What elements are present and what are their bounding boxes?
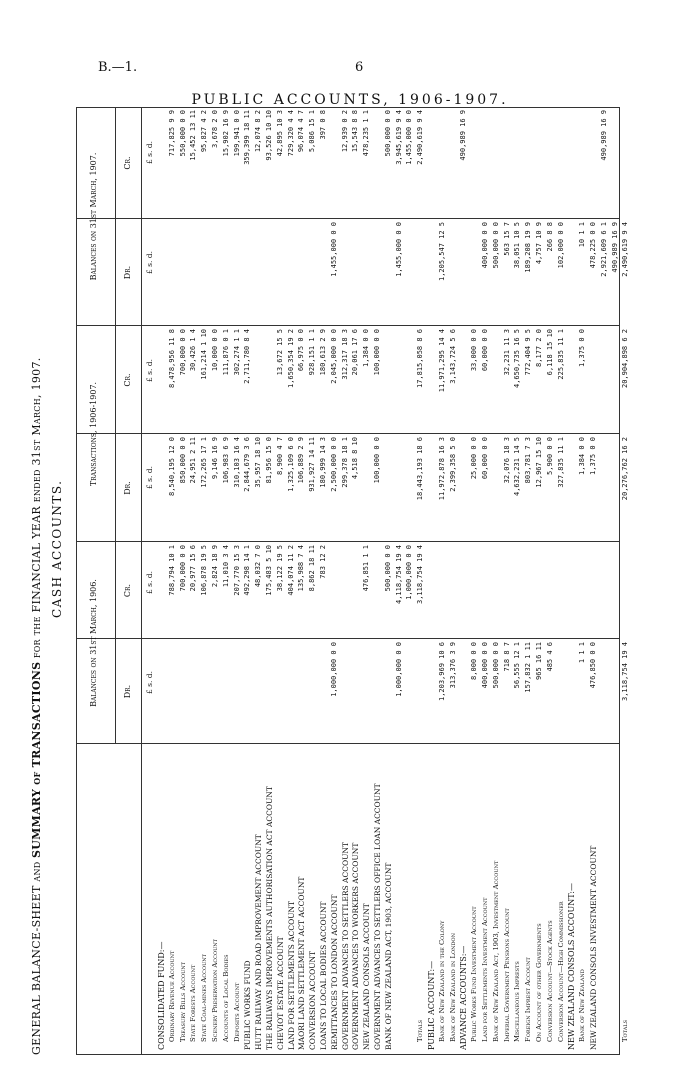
amount-cell: 157,832 1 11 xyxy=(524,642,533,693)
amount-cell: 718 8 7 xyxy=(502,642,511,672)
row-label: HUTT RAILWAY AND ROAD IMPROVEMENT ACCOUNT xyxy=(254,834,264,1050)
col-dr-transactions: Dr. xyxy=(123,481,132,495)
amount-cell: 172,265 17 1 xyxy=(200,437,209,488)
amount-cell: 2,844,679 3 6 xyxy=(243,437,252,492)
amount-cell: 102,000 0 0 xyxy=(556,222,565,269)
amount-cell: 20,977 15 6 xyxy=(189,545,198,592)
row-label: Public Works Fund Investment Account xyxy=(470,906,479,1042)
table-row xyxy=(621,106,633,1054)
amount-cell: 327,835 11 1 xyxy=(556,437,565,488)
amount-cell: 11,010 3 4 xyxy=(221,545,230,588)
cash-accounts-table xyxy=(76,107,630,1055)
amount-cell: 106,983 6 9 xyxy=(221,437,230,484)
amount-cell: 3,678 2 0 xyxy=(211,110,219,148)
amount-cell: 207,770 15 3 xyxy=(232,545,241,596)
amount-cell: 3,118,754 19 4 xyxy=(416,545,425,605)
amount-cell: 2,490,619 9 4 xyxy=(621,222,630,277)
unit-label: £ s. d. xyxy=(145,141,154,164)
amount-cell: 32,076 18 3 xyxy=(502,437,511,484)
amount-cell: 965 16 11 xyxy=(535,642,543,680)
amount-cell: 5,086 15 1 xyxy=(308,110,317,153)
amount-cell: 18,443,193 18 6 xyxy=(416,437,425,501)
row-label: On Account of other Governments xyxy=(535,923,543,1042)
amount-cell: 490,989 16 9 xyxy=(610,222,619,273)
amount-cell: 106,878 19 5 xyxy=(200,545,209,596)
amount-cell: 717,825 9 9 xyxy=(167,110,176,157)
amount-cell: 225,835 11 1 xyxy=(556,329,565,380)
amount-cell: 3,118,754 19 4 xyxy=(621,642,630,702)
amount-cell: 32,231 11 3 xyxy=(502,329,511,376)
amount-cell: 199,941 0 0 xyxy=(232,110,241,157)
row-label: Conversion Account—Stock Agents xyxy=(545,920,554,1042)
amount-cell: 476,851 1 1 xyxy=(362,545,371,592)
amount-cell: 2,399,358 5 0 xyxy=(448,437,457,492)
row-label: Ordinary Revenue Account xyxy=(167,950,176,1042)
row-label: Land for Settlements Investment Account xyxy=(481,897,489,1042)
unit-label: £ s. d. xyxy=(145,359,154,382)
row-label: THE RAILWAYS IMPROVEMENTS AUTHORISATION ACT ACCOUNT xyxy=(265,786,274,1050)
amount-cell: 729,320 4 4 xyxy=(286,110,295,157)
sheet-heading xyxy=(30,97,50,1055)
amount-cell: 3,143,724 5 6 xyxy=(448,329,457,384)
amount-cell: 310,103 16 4 xyxy=(232,437,241,488)
amount-cell: 1,000,000 0 0 xyxy=(329,642,338,697)
row-label: Bank of New Zealand xyxy=(578,969,587,1042)
amount-cell: 25,000 0 0 xyxy=(470,437,479,480)
amount-cell: 1,455,000 0 0 xyxy=(405,110,414,165)
unit-label: £ s. d. xyxy=(145,466,154,489)
amount-cell: 8,900 4 7 xyxy=(275,437,284,475)
row-label: Treasury Bills Account xyxy=(178,961,187,1042)
col-cr-1906: Cr. xyxy=(123,583,132,598)
amount-cell: 8,000 0 0 xyxy=(470,642,479,680)
row-label: REMITTANCES TO LONDON ACCOUNT xyxy=(329,894,339,1050)
amount-cell: 359,399 18 11 xyxy=(243,110,252,165)
amount-cell: 38,122 19 5 xyxy=(275,545,284,592)
amount-cell: 397 0 8 xyxy=(319,110,327,140)
row-label: Deposits Account xyxy=(232,982,241,1042)
amount-cell: 476,850 0 0 xyxy=(589,642,597,689)
amount-cell: 10,000 0 0 xyxy=(211,329,219,372)
amount-cell: 3,945,619 9 4 xyxy=(394,110,403,165)
amount-cell: 490,989 16 9 xyxy=(599,110,608,161)
amount-cell: 1,650,354 19 2 xyxy=(286,329,295,389)
amount-cell: 500,000 0 0 xyxy=(383,110,392,157)
amount-cell: 1,375 0 0 xyxy=(589,437,597,475)
amount-cell: 48,032 7 0 xyxy=(254,545,263,588)
amount-cell: 9,146 16 9 xyxy=(211,437,219,480)
report-reference: B.—1. xyxy=(98,60,138,75)
row-label: Totals xyxy=(621,1019,630,1042)
amount-cell: 24,951 2 11 xyxy=(189,437,198,484)
amount-cell: 500,000 0 0 xyxy=(491,222,500,269)
amount-cell: 66,975 0 0 xyxy=(297,329,306,372)
row-label: CONVERSION ACCOUNT xyxy=(308,950,318,1050)
amount-cell: 180,613 2 9 xyxy=(319,329,327,376)
row-label: Totals xyxy=(416,1019,425,1042)
row-label: NEW ZEALAND CONSOLS INVESTMENT ACCOUNT xyxy=(589,845,598,1050)
row-label: PUBLIC ACCOUNT:— xyxy=(427,960,436,1050)
amount-cell: 20,061 17 6 xyxy=(351,329,360,376)
amount-cell: 15,452 13 11 xyxy=(189,110,198,161)
amount-cell: 56,555 12 1 xyxy=(513,642,522,689)
amount-cell: 111,876 0 1 xyxy=(221,329,230,376)
row-label: Imperial Government Pensions Account xyxy=(502,908,511,1042)
amount-cell: 5,900 0 0 xyxy=(545,437,554,475)
amount-cell: 33,000 0 0 xyxy=(470,329,479,372)
amount-cell: 700,000 0 0 xyxy=(178,545,187,592)
amount-cell: 8,862 18 11 xyxy=(308,545,317,592)
amount-cell: 4,118,754 19 4 xyxy=(394,545,403,605)
amount-cell: 850,000 0 0 xyxy=(178,437,187,484)
amount-cell: 400,000 0 0 xyxy=(481,222,489,269)
amount-cell: 15,902 16 9 xyxy=(221,110,230,157)
row-label: Bank of New Zealand Act, 1903, Investment Account xyxy=(491,860,500,1042)
amount-cell: 81,956 15 0 xyxy=(265,437,273,484)
row-label: NEW ZEALAND CONSOLS ACCOUNT:— xyxy=(567,883,577,1050)
amount-cell: 803,781 7 3 xyxy=(524,437,533,484)
amount-cell: 6,118 15 10 xyxy=(545,329,554,376)
amount-cell: 93,526 10 10 xyxy=(265,110,273,161)
col-cr-transactions: Cr. xyxy=(123,373,132,387)
amount-cell: 928,151 1 1 xyxy=(308,329,317,376)
unit-label: £ s. d. xyxy=(145,251,154,274)
amount-cell: 1,205,547 12 5 xyxy=(437,222,446,282)
row-label: CONSOLIDATED FUND:— xyxy=(157,941,166,1050)
amount-cell: 11,971,295 14 4 xyxy=(437,329,446,393)
amount-cell: 42,895 10 3 xyxy=(275,110,284,157)
amount-cell: 404,074 11 2 xyxy=(286,545,295,596)
row-label: Conversion Account—High Commissioner xyxy=(556,901,565,1042)
amount-cell: 500,000 0 0 xyxy=(383,545,392,592)
row-label: LOANS TO LOCAL BODIES ACCOUNT xyxy=(319,901,328,1050)
unit-label: £ s. d. xyxy=(145,571,154,594)
amount-cell: 2,711,780 8 4 xyxy=(243,329,252,384)
amount-cell: 1,203,969 10 6 xyxy=(437,642,446,702)
amount-cell: 783 12 2 xyxy=(319,545,327,579)
row-label: Bank of New Zealand in London xyxy=(448,933,457,1042)
row-label: NEW ZEALAND CONSOLS ACCOUNT xyxy=(362,903,372,1050)
row-label: ADVANCE ACCOUNTS:— xyxy=(459,945,469,1050)
amount-cell: 1 1 1 xyxy=(578,642,587,664)
amount-cell: 266 8 8 xyxy=(545,222,554,252)
amount-cell: 302,274 1 1 xyxy=(232,329,241,376)
row-label: GOVERNMENT ADVANCES TO SETTLERS ACCOUNT xyxy=(340,842,350,1050)
amount-cell: 11,972,878 16 3 xyxy=(437,437,446,501)
page-number: 6 xyxy=(355,60,364,75)
amount-cell: 2,500,000 0 0 xyxy=(329,437,338,492)
col-dr-1907: Dr. xyxy=(123,265,132,280)
row-label: State Coal-mines Account xyxy=(200,953,209,1042)
col-group-transactions: Transactions, 1906-1907. xyxy=(89,381,98,487)
amount-cell: 4,650,735 16 5 xyxy=(513,329,522,389)
row-label: MAORI LAND SETTLEMENT ACT ACCOUNT xyxy=(297,876,307,1050)
amount-cell: 8,540,195 12 0 xyxy=(167,437,176,497)
amount-cell: 2,824 18 9 xyxy=(211,545,219,588)
amount-cell: 8,478,956 11 8 xyxy=(167,329,176,389)
amount-cell: 60,000 0 0 xyxy=(481,329,489,372)
amount-cell: 4,632,231 14 5 xyxy=(513,437,522,497)
amount-cell: 1,000,000 0 0 xyxy=(405,545,414,600)
sheet-heading-pre: GENERAL BALANCE-SHEET and xyxy=(30,861,43,1055)
row-label: BANK OF NEW ZEALAND ACT, 1903, ACCOUNT xyxy=(383,862,393,1050)
amount-cell: 13,672 15 5 xyxy=(275,329,284,376)
amount-cell: 2,490,619 9 4 xyxy=(416,110,425,165)
amount-cell: 10 1 1 xyxy=(578,222,587,248)
amount-cell: 135,988 7 4 xyxy=(297,545,306,592)
amount-cell: 180,999 14 3 xyxy=(319,437,327,488)
amount-cell: 1,455,000 0 0 xyxy=(394,222,403,277)
amount-cell: 30,426 1 4 xyxy=(189,329,198,372)
unit-label: £ s. d. xyxy=(145,671,154,694)
amount-cell: 478,235 1 1 xyxy=(362,110,371,157)
amount-cell: 4,757 10 9 xyxy=(535,222,543,265)
amount-cell: 8,177 2 0 xyxy=(535,329,543,367)
amount-cell: 1,000,000 0 0 xyxy=(394,642,403,697)
col-dr-1906: Dr. xyxy=(123,684,132,699)
amount-cell: 96,074 4 7 xyxy=(297,110,306,153)
amount-cell: 1,375 0 0 xyxy=(578,329,587,367)
amount-cell: 12,967 15 10 xyxy=(535,437,543,488)
amount-cell: 100,000 0 0 xyxy=(373,437,381,484)
amount-cell: 490,989 16 9 xyxy=(459,110,468,161)
amount-cell: 700,000 0 0 xyxy=(178,329,187,376)
sheet-heading-mid: SUMMARY of TRANSACTIONS xyxy=(30,661,43,859)
amount-cell: 1,455,000 0 0 xyxy=(329,222,338,277)
amount-cell: 12,074 8 2 xyxy=(254,110,263,153)
amount-cell: 550,000 0 0 xyxy=(178,110,187,157)
row-label: Bank of New Zealand in the Colony xyxy=(437,920,446,1042)
page-title: PUBLIC ACCOUNTS, 1906-1907. xyxy=(191,92,509,108)
amount-cell: 299,378 18 1 xyxy=(340,437,349,488)
amount-cell: 175,483 5 10 xyxy=(265,545,273,596)
col-group-balances-1906: Balances on 31st March, 1906. xyxy=(89,579,98,707)
row-label: Miscellaneous Imprests xyxy=(513,961,522,1042)
amount-cell: 106,889 2 9 xyxy=(297,437,306,484)
row-label: Foreign Imprest Account xyxy=(524,957,533,1042)
amount-cell: 100,000 0 0 xyxy=(373,329,381,376)
amount-cell: 15,543 8 8 xyxy=(351,110,360,153)
amount-cell: 17,815,058 8 6 xyxy=(416,329,425,389)
amount-cell: 2,045,000 0 0 xyxy=(329,329,338,384)
col-group-balances-1907: Balances on 31st March, 1907. xyxy=(89,152,98,281)
amount-cell: 500,000 0 0 xyxy=(491,642,500,689)
sheet-subheading: CASH ACCOUNTS. xyxy=(50,479,64,618)
amount-cell: 161,214 1 10 xyxy=(200,329,209,380)
row-label: State Forests Account xyxy=(189,964,198,1042)
header-divider xyxy=(141,107,142,1054)
row-label: LAND FOR SETTLEMENTS ACCOUNT xyxy=(286,900,296,1050)
amount-cell: 38,051 10 5 xyxy=(513,222,522,269)
amount-cell: 478,225 0 0 xyxy=(589,222,597,269)
col-cr-1907: Cr. xyxy=(123,156,132,170)
amount-cell: 1,384 0 0 xyxy=(578,437,587,475)
amount-cell: 95,827 4 2 xyxy=(200,110,209,153)
amount-cell: 189,208 19 9 xyxy=(524,222,533,273)
row-label: Scenery Preservation Account xyxy=(211,938,219,1042)
amount-cell: 400,000 0 0 xyxy=(481,642,489,689)
row-label: GOVERNMENT ADVANCES TO WORKERS ACCOUNT xyxy=(351,842,361,1050)
header-divider xyxy=(115,107,116,744)
row-label: CHEVIOT ESTATE ACCOUNT xyxy=(275,936,285,1050)
sheet-heading-post: for the FINANCIAL YEAR ended 31st March, 1907. xyxy=(30,357,43,659)
row-label: Accounts of Local Bodies xyxy=(221,954,230,1042)
amount-cell: 772,404 9 5 xyxy=(524,329,533,376)
amount-cell: 1,325,109 6 0 xyxy=(286,437,295,492)
amount-cell: 20,276,762 16 2 xyxy=(621,437,630,501)
amount-cell: 1,384 0 0 xyxy=(362,329,371,367)
balance-sheet xyxy=(30,97,630,1055)
amount-cell: 931,927 14 11 xyxy=(308,437,317,492)
amount-cell: 563 15 7 xyxy=(502,222,511,256)
amount-cell: 312,317 18 3 xyxy=(340,329,349,380)
amount-cell: 60,000 0 0 xyxy=(481,437,489,480)
amount-cell: 788,794 10 1 xyxy=(167,545,176,596)
row-label: GOVERNMENT ADVANCES TO SETTLERS OFFICE LOAN ACCOUNT xyxy=(373,783,382,1050)
amount-cell: 2,921,609 6 1 xyxy=(599,222,608,277)
amount-cell: 492,298 14 1 xyxy=(243,545,252,596)
amount-cell: 485 4 6 xyxy=(545,642,554,672)
row-label: PUBLIC WORKS FUND xyxy=(243,960,253,1050)
amount-cell: 20,904,898 6 2 xyxy=(621,329,630,389)
amount-cell: 12,939 0 2 xyxy=(340,110,349,153)
amount-cell: 35,957 18 10 xyxy=(254,437,263,488)
amount-cell: 4,518 8 10 xyxy=(351,437,360,480)
amount-cell: 313,376 3 9 xyxy=(448,642,457,689)
